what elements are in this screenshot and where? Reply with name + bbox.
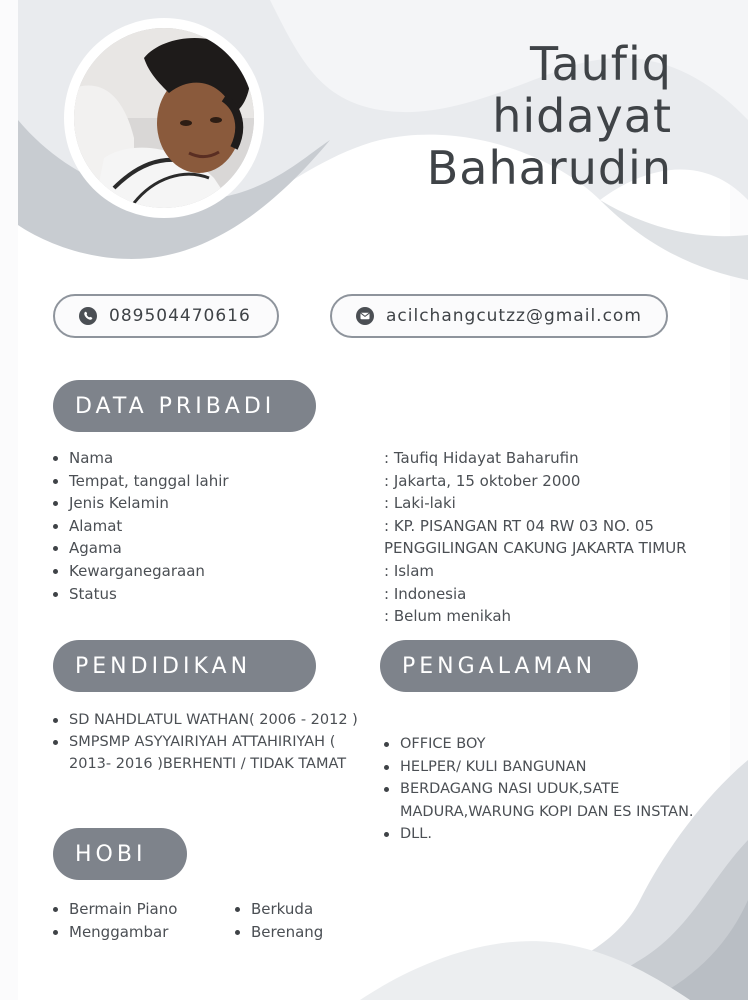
list-item: SMPSMP ASYYAIRIYAH ATTAHIRIYAH ( 2013- 2016 )BERHENTI / TIDAK TAMAT <box>53 731 368 775</box>
value-status: : Belum menikah <box>384 607 512 626</box>
list-item: Agama <box>53 537 353 560</box>
full-name <box>427 38 672 194</box>
name-line-1: Taufiq <box>529 37 672 91</box>
hobby-list-col2 <box>235 898 375 943</box>
list-item: Berenang <box>235 921 375 944</box>
list-item: Menggambar <box>53 921 223 944</box>
list-item: DLL. <box>384 823 724 846</box>
section-pengalaman: PENGALAMAN <box>380 640 638 692</box>
personal-data-labels <box>53 447 353 605</box>
value-jenis-kelamin: : Laki-laki <box>384 494 456 513</box>
value-alamat-line-2: PENGGILINGAN CAKUNG JAKARTA TIMUR <box>384 539 687 558</box>
phone-number: 089504470616 <box>109 306 251 326</box>
section-hobi: HOBI <box>53 828 187 880</box>
value-alamat: : KP. PISANGAN RT 04 RW 03 NO. 05 <box>384 516 654 535</box>
envelope-icon <box>356 307 374 325</box>
list-item: Alamat <box>53 515 353 538</box>
section-data-pribadi: DATA PRIBADI <box>53 380 316 432</box>
phone-icon <box>79 307 97 325</box>
list-item: OFFICE BOY <box>384 733 724 756</box>
name-line-3: Baharudin <box>426 141 672 195</box>
value-nama: : Taufiq Hidayat Baharufin <box>384 449 579 467</box>
list-item: BERDAGANG NASI UDUK,SATE MADURA,WARUNG KOPI DAN ES INSTAN. <box>384 778 724 823</box>
phone-contact[interactable] <box>53 294 279 338</box>
experience-list <box>384 733 724 846</box>
name-line-2: hidayat <box>492 89 672 143</box>
value-agama: : Islam <box>384 561 435 580</box>
list-item: Bermain Piano <box>53 898 223 921</box>
list-item: Kewarganegaraan <box>53 560 353 583</box>
personal-data-values <box>384 447 724 628</box>
list-item: Status <box>53 583 353 606</box>
value-ttl: : Jakarta, 15 oktober 2000 <box>384 471 581 490</box>
value-kewarganegaraan: : Indonesia <box>384 584 467 603</box>
hobby-list-col1 <box>53 898 223 943</box>
education-list <box>53 709 368 775</box>
email-address: acilchangcutzz@gmail.com <box>386 306 642 326</box>
list-item: SD NAHDLATUL WATHAN( 2006 - 2012 ) <box>53 709 368 731</box>
list-item: Nama <box>53 447 353 470</box>
section-pendidikan: PENDIDIKAN <box>53 640 316 692</box>
email-contact[interactable] <box>330 294 668 338</box>
list-item: HELPER/ KULI BANGUNAN <box>384 756 724 779</box>
list-item: Berkuda <box>235 898 375 921</box>
list-item: Tempat, tanggal lahir <box>53 470 353 493</box>
list-item: Jenis Kelamin <box>53 492 353 515</box>
profile-photo <box>74 28 254 208</box>
